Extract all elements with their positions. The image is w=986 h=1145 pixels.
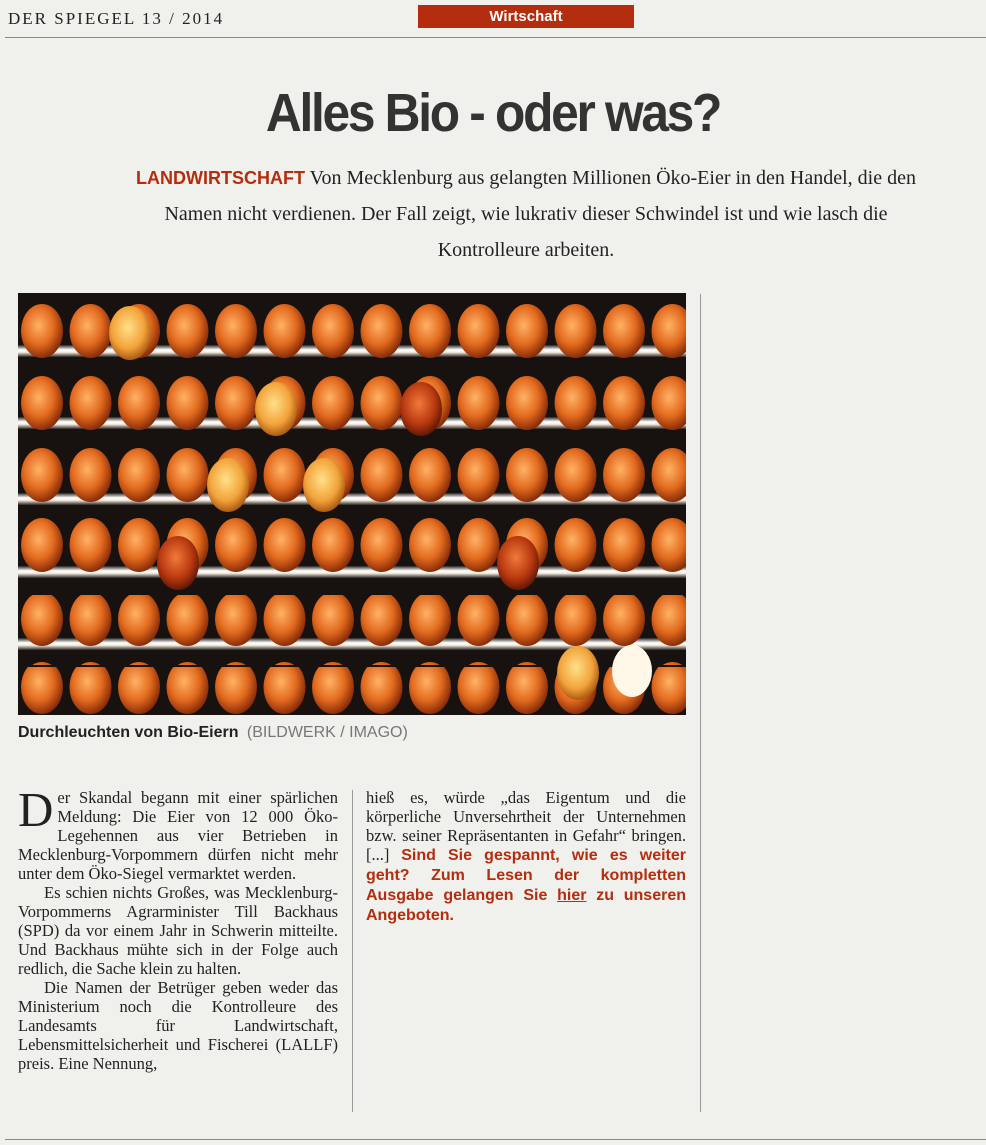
eggs-photo [18, 293, 686, 715]
teaser-text: Sind Sie gespannt, wie es weiter geht? Zum Lesen der kompletten Ausgabe gelangen Sie [366, 847, 687, 904]
body-paragraph: Die Namen der Betrüger geben weder das Ministerium noch die Kontrolleure des Landesamts für Landwirtschaft, Lebensmittelsicherheit und Fischerei (LALLF) preis. Eine Nennung, [18, 978, 338, 1073]
top-divider [5, 37, 986, 38]
masthead: DER SPIEGEL 13 / 2014 [8, 9, 225, 28]
section-label[interactable]: Wirtschaft [418, 5, 634, 28]
caption-text: Durchleuchten von Bio-Eiern [18, 724, 239, 741]
photo-caption [18, 724, 408, 742]
body-column-1 [18, 782, 338, 1073]
teaser-text-end: zu unseren Angeboten. [366, 887, 686, 924]
body-paragraph [366, 788, 686, 925]
subscription-teaser [366, 847, 686, 924]
drop-cap: D [18, 782, 54, 837]
kicker: LANDWIRTSCHAFT [136, 168, 305, 188]
paragraph-text: hieß es, würde „das Eigentum und die körperliche Unversehrtheit der Unternehmen bzw. seiner Repräsentanten in Gefahr“ bringen. [...] [366, 788, 686, 864]
lead-text: Von Mecklenburg aus gelangten Millionen Öko-Eier in den Handel, die den Namen nicht verdienen. Der Fall zeigt, wie lukrativ dieser Schwindel ist und wie lasch die Kontrolleure arbeiten. [164, 167, 916, 261]
body-paragraph: Es schien nichts Großes, was Mecklenburg-Vorpommerns Agrarminister Till Backhaus (SPD) da vor einem Jahr in Schwerin mitteilte. Und Backhaus mühte sich in der Folge auch redlich, die Sache klein zu halten. [18, 883, 338, 978]
body-paragraph [18, 782, 338, 883]
photo-credit: (BILDWERK / IMAGO) [246, 724, 408, 741]
bottom-divider [5, 1139, 986, 1140]
lead-paragraph [118, 160, 934, 268]
right-column-divider [700, 294, 701, 1112]
offers-link[interactable]: hier [557, 887, 587, 904]
headline: Alles Bio - oder was? [265, 83, 721, 143]
body-column-2 [366, 788, 686, 925]
paragraph-text: er Skandal begann mit einer spärlichen Meldung: Die Eier von 12 000 Öko-Legehennen aus vier Betrieben in Mecklenburg-Vorpommern dürfen nicht mehr unter dem Öko-Siegel vermarktet werden. [18, 788, 338, 883]
text-column-divider [352, 790, 353, 1112]
